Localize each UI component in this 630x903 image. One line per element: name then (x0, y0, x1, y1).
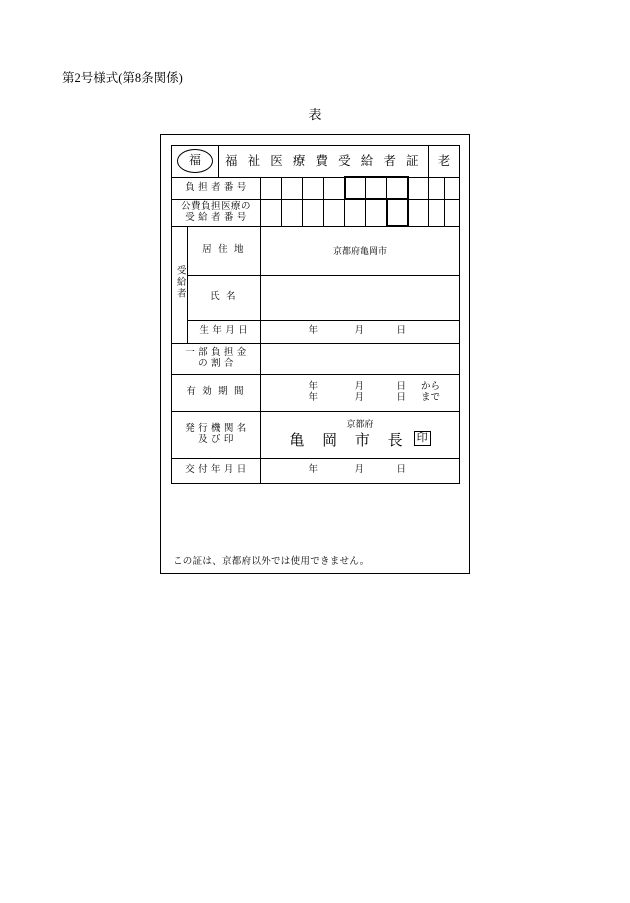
issue-date-row (172, 458, 460, 483)
valid-period-label: 有 効 期 間 (172, 374, 261, 411)
public-expense-digit[interactable] (282, 199, 303, 226)
public-expense-digit[interactable] (303, 199, 324, 226)
form-number: 第2号様式(第8条関係) (62, 71, 183, 85)
public-expense-digit[interactable] (444, 199, 460, 226)
burden-number-digit[interactable] (282, 177, 303, 199)
valid-period-from (261, 382, 459, 393)
public-expense-digit[interactable] (345, 199, 366, 226)
public-expense-digit[interactable] (408, 199, 429, 226)
burden-number-digit[interactable] (324, 177, 345, 199)
day-unit: 日 (396, 465, 406, 476)
public-expense-digit[interactable] (429, 199, 445, 226)
month-unit: 月 (354, 392, 364, 403)
name-row (172, 275, 460, 320)
issuer-label-line2: 及 び 印 (198, 434, 234, 445)
copay-label-line2: の 割 合 (198, 358, 234, 369)
birthdate-suffix (406, 326, 448, 337)
birthdate-ymd (261, 326, 459, 337)
residence-row (172, 226, 460, 275)
side-label: 表 (308, 107, 322, 122)
year-unit: 年 (308, 381, 318, 392)
name-label: 氏 名 (187, 275, 260, 320)
issue-date-ymd (261, 465, 459, 476)
day-unit: 日 (396, 392, 406, 403)
day-unit: 日 (396, 326, 406, 337)
title-row (172, 146, 460, 178)
public-expense-label-line2: 受 給 者 番 号 (185, 212, 247, 223)
burden-number-digit[interactable] (444, 177, 460, 199)
public-expense-digit[interactable] (366, 199, 387, 226)
issuer-label (172, 411, 261, 458)
recipient-vertical-label: 受給者 (172, 226, 188, 343)
category-mark: 老 (429, 146, 460, 178)
issuer-prefecture: 京都府 (346, 418, 374, 429)
year-unit: 年 (308, 465, 318, 476)
public-expense-number-label (172, 199, 261, 226)
public-expense-label-line1: 公費負担医療の (180, 201, 251, 212)
seal-icon: 印 (414, 431, 431, 446)
public-expense-digit[interactable] (324, 199, 345, 226)
month-unit: 月 (354, 465, 364, 476)
residence-label: 居 住 地 (187, 226, 260, 275)
seal-mark-cell (172, 146, 219, 178)
birthdate-value[interactable] (261, 320, 460, 343)
burden-number-digit[interactable] (366, 177, 387, 199)
issue-date-value[interactable] (261, 458, 460, 483)
copay-label (172, 343, 261, 374)
name-value[interactable] (261, 275, 460, 320)
residence-value[interactable]: 京都府亀岡市 (261, 226, 460, 275)
certificate-card-inner (171, 145, 460, 564)
day-unit: 日 (396, 381, 406, 392)
valid-period-row (172, 374, 460, 411)
copay-row (172, 343, 460, 374)
month-unit: 月 (354, 381, 364, 392)
burden-number-digit[interactable] (303, 177, 324, 199)
issuer-label-line1: 発 行 機 関 名 (185, 423, 247, 434)
burden-number-row (172, 177, 460, 199)
public-expense-number-row (172, 199, 460, 226)
burden-number-digit[interactable] (429, 177, 445, 199)
copay-value[interactable] (261, 343, 460, 374)
burden-number-digit[interactable] (261, 177, 282, 199)
birthdate-row (172, 320, 460, 343)
burden-number-digit[interactable] (408, 177, 429, 199)
copay-label-line1: 一 部 負 担 金 (185, 347, 247, 358)
valid-period-to (261, 393, 459, 404)
from-label: から (420, 381, 440, 392)
valid-period-value[interactable] (261, 374, 460, 411)
issuer-row (172, 411, 460, 458)
burden-number-digit[interactable] (387, 177, 408, 199)
issuer-value (261, 411, 460, 458)
issue-date-label: 交 付 年 月 日 (172, 458, 261, 483)
certificate-title: 福 祉 医 療 費 受 給 者 証 (219, 146, 429, 178)
to-label: まで (420, 392, 440, 403)
public-expense-digit[interactable] (387, 199, 408, 226)
fuku-seal-icon: 福 (177, 149, 213, 173)
burden-number-label: 負 担 者 番 号 (172, 177, 261, 199)
certificate-card (160, 134, 470, 574)
certificate-table (171, 145, 460, 484)
birthdate-label: 生 年 月 日 (187, 320, 260, 343)
usage-note: この証は、京都府以外では使用できません。 (173, 557, 370, 567)
year-unit: 年 (308, 392, 318, 403)
burden-number-digit[interactable] (345, 177, 366, 199)
year-unit: 年 (308, 326, 318, 337)
month-unit: 月 (354, 326, 364, 337)
public-expense-digit[interactable] (261, 199, 282, 226)
issuer-name: 亀 岡 市 長 (289, 433, 410, 450)
issue-date-suffix (406, 465, 448, 476)
